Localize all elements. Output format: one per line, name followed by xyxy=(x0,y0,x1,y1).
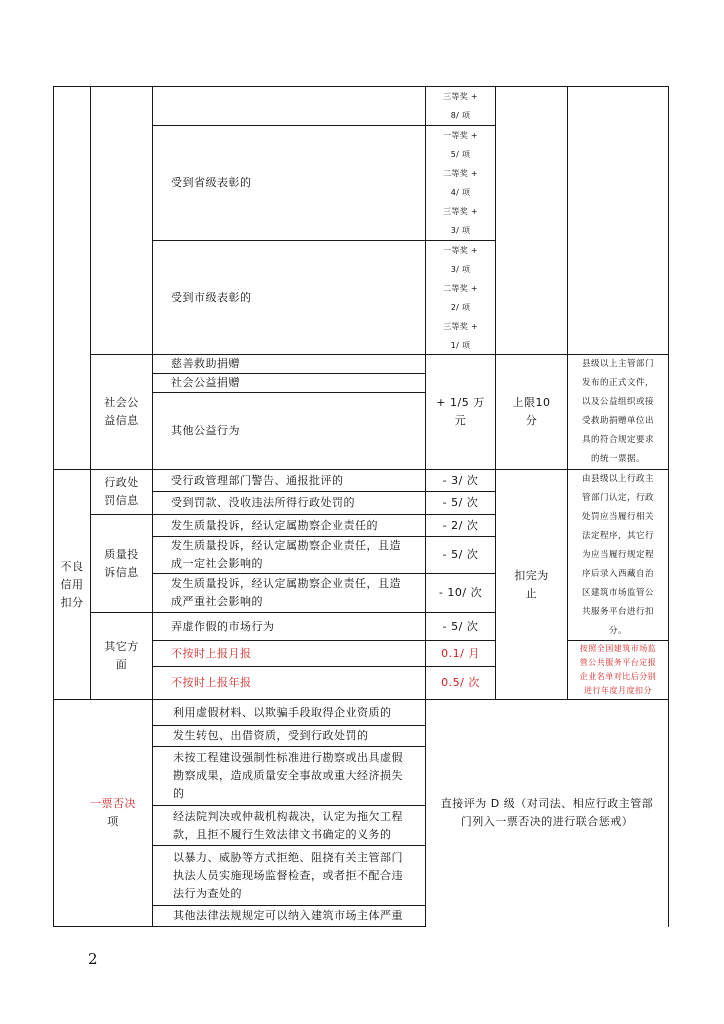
row-line xyxy=(53,926,152,927)
section-veto: 一票否决 项 xyxy=(90,797,136,828)
item-cell: 受到省级表彰的 xyxy=(171,176,252,189)
score-cell: - 2/ 次 xyxy=(442,518,479,532)
category-quality: 质量投 诉信息 xyxy=(104,547,139,579)
score-cell: 一等奖 + 5/ 项 二等奖 + 4/ 项 三等奖 + 3/ 项 xyxy=(443,131,478,235)
item-cell: 社会公益捐赠 xyxy=(171,376,240,389)
score-cell: - 3/ 次 xyxy=(442,473,479,487)
section-bad-credit: 不良 信用 扣分 xyxy=(60,559,84,609)
veto-item: 发生转包、出借资质，受到行政处罚的 xyxy=(173,729,369,742)
limit-cell: 上限10 分 xyxy=(512,396,551,427)
item-cell: 受到罚款、没收违法所得行政处罚的 xyxy=(171,496,355,509)
item-cell: 发生质量投诉，经认定属勘察企业责任，且造 成一定社会影响的 xyxy=(171,539,401,570)
item-cell: 其他公益行为 xyxy=(171,424,240,437)
item-cell: 受行政管理部门警告、通报批评的 xyxy=(171,473,344,487)
score-cell: 三等奖 + 8/ 项 xyxy=(443,91,478,120)
item-cell: 发生质量投诉，经认定属勘察企业责任的 xyxy=(171,518,378,532)
score-cell: 一等奖 + 3/ 项 二等奖 + 2/ 项 三等奖 + 1/ 项 xyxy=(443,245,478,350)
item-cell: 弄虚作假的市场行为 xyxy=(171,619,275,633)
score-cell: 0.5/ 次 xyxy=(441,676,480,689)
item-cell: 不按时上报月报 xyxy=(171,646,252,660)
page-number: 2 xyxy=(88,950,98,968)
category-other: 其它方 面 xyxy=(104,640,139,671)
table-top-border xyxy=(53,86,669,87)
score-cell: - 5/ 次 xyxy=(442,548,479,561)
note-cell: 由县级以上行政主 管部门认定，行政 处罚应当履行相关 法定程序，其它行 为应当履行规定程 序后录入西藏自治 区建筑市场监管公 共服务平台进行扣 分。 xyxy=(581,473,654,636)
limit-cell: 扣完为 止 xyxy=(514,568,549,600)
note-cell-red: 按照全国建筑市场监 管公共服务平台定报 企业名单对比后分别 进行年度月度扣分 xyxy=(579,644,657,695)
veto-item: 未按工程建设强制性标准进行勘察或出具虚假 勘察成果，造成质量安全事故或重大经济损失 的 xyxy=(173,751,403,800)
veto-item: 以暴力、威胁等方式拒绝、阻挠有关主管部门 执法人员实施现场监督检查，或者拒不配合违 法行为查处的 xyxy=(173,850,403,900)
veto-result: 直接评为 D 级（对司法、相应行政主管部 门列入一票否决的进行联合惩戒） xyxy=(440,797,654,828)
item-cell: 慈善救助捐赠 xyxy=(171,357,240,370)
item-cell: 受到市级表彰的 xyxy=(171,290,252,304)
item-cell: 不按时上报年报 xyxy=(171,676,252,689)
score-cell: - 10/ 次 xyxy=(438,586,483,599)
category-social: 社会公 益信息 xyxy=(104,396,139,427)
score-cell: 0.1/ 月 xyxy=(441,646,480,660)
veto-item: 利用虚假材料、以欺骗手段取得企业资质的 xyxy=(173,705,392,719)
score-cell: - 5/ 次 xyxy=(442,619,479,633)
score-cell: - 5/ 次 xyxy=(442,496,479,509)
note-cell: 县级以上主管部门 发布的正式文件， 以及公益组织或接 受救助捐赠单位出 具的符合规定要求 的统一票据。 xyxy=(581,359,654,464)
item-cell: 发生质量投诉，经认定属勘察企业责任，且造 成严重社会影响的 xyxy=(171,577,401,608)
category-admin: 行政处 罚信息 xyxy=(104,476,139,507)
row-line xyxy=(152,926,425,927)
veto-item: 其他法律法规规定可以纳入建筑市场主体严重 xyxy=(173,909,403,922)
veto-item: 经法院判决或仲裁机构裁决，认定为拖欠工程 款，且拒不履行生效法律文书确定的义务的 xyxy=(173,809,403,841)
score-cell: + 1/5 万 元 xyxy=(436,396,485,427)
table-right-border xyxy=(668,86,669,927)
